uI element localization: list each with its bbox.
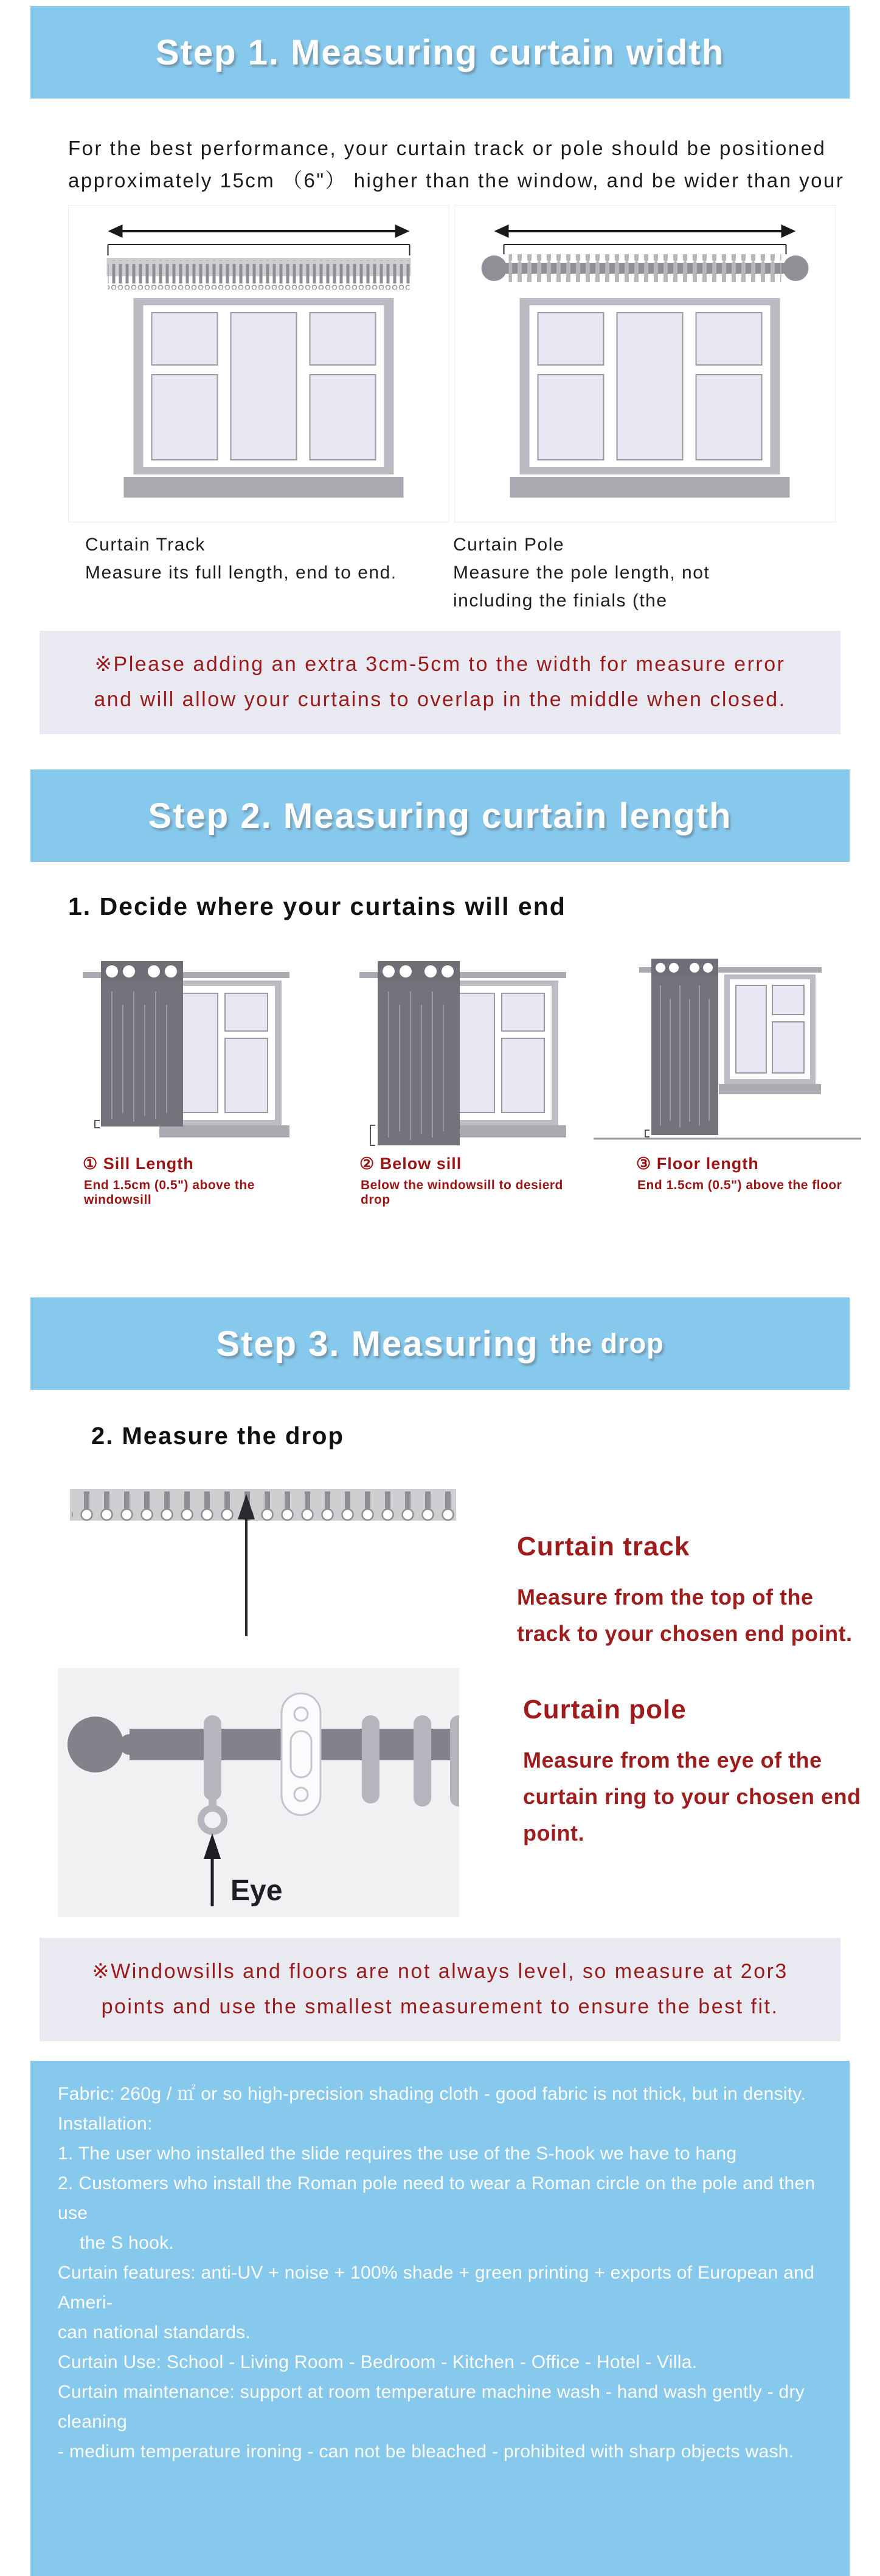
- step1-title: Step 1. Measuring curtain width: [155, 32, 725, 72]
- footer-line: Curtain Use: School - Living Room - Bedroom - Kitchen - Office - Hotel - Villa.: [58, 2352, 698, 2372]
- window-icon: [510, 298, 790, 498]
- curtain-icon: [651, 959, 718, 1135]
- step3-heading: 2. Measure the drop: [91, 1423, 344, 1449]
- window-with-track-diagram: [68, 205, 449, 522]
- product-info-footer: [30, 2061, 850, 2576]
- curtain-track-body: Measure from the top of the track to your chosen end point.: [517, 1585, 853, 1646]
- step2-banner: [30, 769, 850, 862]
- footer-line: can national standards.: [58, 2322, 251, 2342]
- step2-title: Step 2. Measuring curtain length: [148, 796, 732, 836]
- measure-tick: [370, 1125, 375, 1145]
- option-below-sill: [317, 943, 594, 1207]
- footer-line: Fabric: 260g / ㎡ or so high-precision shading cloth - good fabric is not thick, but in density.: [58, 2084, 806, 2104]
- curtain-track-title: Curtain track: [517, 1532, 690, 1561]
- pole-bracket: [282, 1693, 320, 1815]
- window-icon: [124, 298, 404, 498]
- window-with-pole-diagram: [454, 205, 836, 522]
- footer-line: - medium temperature ironing - can not be bleached - prohibited with sharp objects wash.: [58, 2442, 794, 2462]
- measure-tick: [95, 1120, 100, 1128]
- curtain-icon: [101, 961, 183, 1127]
- curtain-pole-icon: [482, 254, 809, 282]
- curtain-pole-title: Curtain pole: [523, 1695, 687, 1724]
- step1-captions: [85, 531, 880, 615]
- width-arrow-icon: [494, 224, 796, 238]
- track-closeup-row: [36, 1471, 880, 1652]
- curtain-ring: [414, 1715, 431, 1807]
- level-note-line1: ※Windowsills and floors are not always level, so measure at 2or3: [92, 1960, 788, 1983]
- footer-line: Curtain features: anti-UV + noise + 100% shade + green printing + exports of European and Ameri-: [58, 2263, 815, 2313]
- track-caption-body: Measure its full length, end to end.: [85, 563, 397, 583]
- step3-title-main: Step 3. Measuring: [216, 1324, 539, 1364]
- floor-length-label: ③ Floor length: [636, 1154, 759, 1173]
- below-sill-diagram: [317, 943, 584, 1150]
- measure-bracket: [504, 245, 786, 254]
- sill-length-label: ① Sill Length: [83, 1154, 194, 1173]
- step2-diagrams: [40, 943, 880, 1207]
- track-caption-title: Curtain Track: [85, 535, 206, 555]
- level-note-line2: points and use the smallest measurement to ensure the best fit.: [101, 1995, 779, 2018]
- step1-intro-line1: For the best performance, your curtain track or pole should be positioned: [68, 137, 826, 159]
- curtain-track-icon: [107, 258, 411, 290]
- curtain-pole-closeup-diagram: [58, 1668, 459, 1917]
- curtain-ring: [450, 1715, 459, 1807]
- track-caption: [85, 531, 453, 615]
- curtain-ring: [362, 1715, 379, 1804]
- below-sill-desc: Below the windowsill to desierd drop: [361, 1178, 563, 1207]
- floor-length-desc: End 1.5cm (0.5") above the floor: [637, 1178, 842, 1192]
- pole-caption-body-line2: including the finials (the: [453, 591, 668, 611]
- step1-diagrams: [68, 205, 880, 522]
- option-sill-length: [40, 943, 317, 1207]
- pole-closeup-row: [58, 1668, 880, 1917]
- curtain-ring-with-eye: [201, 1715, 224, 1831]
- pole-caption-body-line1: Measure the pole length, not: [453, 563, 710, 583]
- floor-length-diagram: [594, 943, 861, 1150]
- sill-length-diagram: [40, 943, 308, 1150]
- track-gliders: [72, 1491, 455, 1543]
- eye-label: Eye: [230, 1875, 283, 1907]
- below-sill-label: ② Below sill: [359, 1154, 462, 1173]
- curtain-track-closeup-diagram: [36, 1471, 456, 1647]
- sill-length-desc: End 1.5cm (0.5") above the windowsill: [84, 1178, 255, 1207]
- pole-closeup-text: [523, 1668, 861, 1917]
- step3-title-sub: the drop: [549, 1328, 664, 1359]
- step3-banner: [30, 1297, 850, 1390]
- width-note-line2: and will allow your curtains to overlap in the middle when closed.: [94, 688, 786, 711]
- step1-intro-line2: approximately 15cm （6"） higher than the window, and be wider than your: [68, 169, 845, 192]
- footer-line: the S hook.: [80, 2233, 175, 2253]
- width-note: [40, 631, 840, 734]
- level-note: [40, 1938, 840, 2041]
- window-icon: [719, 974, 821, 1094]
- measure-tick: [645, 1130, 650, 1137]
- curtain-icon: [378, 961, 460, 1145]
- step1-banner: [30, 6, 850, 99]
- step1-intro: [68, 132, 856, 196]
- pole-caption: [453, 531, 842, 615]
- width-note-line1: ※Please adding an extra 3cm-5cm to the width for measure error: [94, 653, 786, 676]
- footer-line: Installation:: [58, 2114, 153, 2134]
- footer-line: Curtain maintenance: support at room temperature machine wash - hand wash gently - dry cleaning: [58, 2382, 805, 2432]
- up-arrow-icon: [238, 1494, 255, 1636]
- pole-caption-title: Curtain Pole: [453, 535, 565, 555]
- measure-bracket: [108, 245, 410, 255]
- footer-line: 1. The user who installed the slide requires the use of the S-hook we have to hang: [58, 2144, 737, 2164]
- width-arrow-icon: [108, 224, 410, 238]
- track-closeup-text: [517, 1471, 853, 1652]
- option-floor-length: [594, 943, 870, 1207]
- footer-line: 2. Customers who install the Roman pole need to wear a Roman circle on the pole and then use: [58, 2173, 816, 2223]
- step2-heading: 1. Decide where your curtains will end: [68, 892, 566, 920]
- curtain-pole-body: Measure from the eye of the curtain ring to your chosen end point.: [523, 1748, 861, 1845]
